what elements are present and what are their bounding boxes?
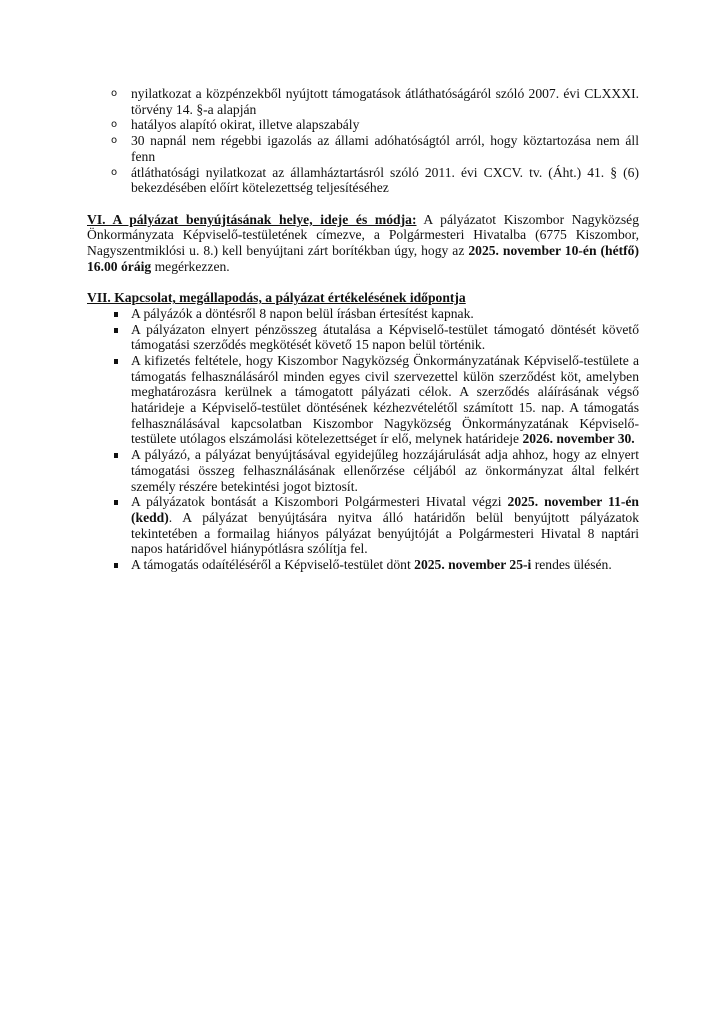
list-item-text: 30 napnál nem régebbi igazolás az állami adóhatóságtól arról, hogy köztartozása nem áll fenn [131,133,639,164]
circle-bullet-icon: o [111,119,118,131]
circle-bullet-icon: o [111,166,118,178]
list-item-text: nyilatkozat a közpénzekből nyújtott támogatások átláthatóságáról szóló 2007. évi CLXXXI. törvény 14. §-a alapján [131,86,639,117]
item-text-1: A pályázó, a pályázat benyújtásával egyidejűleg hozzájárulását adja ahhoz, hogy az elnyert támogatási összeg felhasználásának ellenőrzése céljából az önkormányzat által felkért személy részére betekintési jogot biztosít. [131,447,639,494]
list-item [87,494,639,557]
item-text-2: . A pályázat benyújtására nyitva álló határidőn belül benyújtott pályázatok tekintetében a formailag hiányos pályázat benyújtóját a Polgármesteri Hivatal 8 naptári napos határidővel hiánypótlásra szólítja fel. [131,509,639,557]
section-vi-heading: VI. A pályázat benyújtásának helye, ideje és módja: [87,211,417,227]
circle-bullet-icon: o [111,88,118,99]
item-text-2: rendes ülésén. [531,557,612,573]
section-vi-text-2: megérkezzen. [151,258,230,274]
list-item-text: átláthatósági nyilatkozat az államháztartásról szóló 2011. évi CXCV. tv. (Áht.) 41. § (6) bekezdésében előírt kötelezettség teljesítéséhez [131,164,639,196]
document-page [87,86,639,573]
square-bullet-icon [114,312,118,317]
item-bold: 2025. november 11-én (kedd) [131,494,639,525]
section-vii-list [87,306,639,573]
square-bullet-icon [114,500,118,505]
list-item [87,133,639,164]
list-item [87,86,639,117]
section-vi-paragraph [87,212,639,275]
list-item [87,165,639,196]
square-bullet-icon [114,453,118,458]
required-documents-list [87,86,639,196]
item-text-1: A kifizetés feltétele, hogy Kiszombor Nagyközség Önkormányzatának Képviselő-testülete a támogatás felhasználásáról minden egyes civil szervezettel külön szerződést köt, amelyben meghatározásra kerülnek a támogatott pályázati célok. A szerződés aláírásának végső határideje a Képviselő-testület döntésének kézhezvételétől számított 15. nap. A támogatás felhasználásával kapcsolatban Kiszombor Nagyközség Önkormányzatának Képviselő-testülete utólagos elszámolási kötelezettséget ír elő, melynek határideje [131,352,639,447]
section-vii-heading: VII. Kapcsolat, megállapodás, a pályázat értékelésének időpontja [87,290,466,306]
list-item [87,117,639,133]
section-vi-deadline: 2025. november 10-én (hétfő) 16.00 óráig [87,243,640,274]
item-text-1: A pályázatok bontását a Kiszombori Polgármesteri Hivatal végzi [131,494,508,510]
section-vi-text-1: A pályázatot Kiszombor Nagyközség Önkormányzata Képviselő-testületének címezve, a Polgármesteri Hivatalba (6775 Kiszombor, Nagyszentmiklósi u. 8.) kell benyújtani zárt borítékban úgy, hogy az [87,211,639,259]
list-item [87,447,639,494]
item-bold: 2025. november 25-i [414,557,532,573]
square-bullet-icon [114,359,118,364]
square-bullet-icon [114,563,118,568]
item-bold: 2026. november 30. [522,431,635,447]
list-item-text: hatályos alapító okirat, illetve alapszabály [131,117,360,133]
list-item [87,353,639,447]
list-item [87,322,639,353]
circle-bullet-icon: o [111,135,118,147]
item-text-1: A támogatás odaítéléséről a Képviselő-testület dönt [131,557,415,573]
list-item [87,306,639,322]
item-text-1: A pályázaton elnyert pénzösszeg átutalása a Képviselő-testület támogató döntését követő támogatási szerződés megkötését követő 15 napon belül történik. [131,321,639,353]
list-item [87,557,639,573]
item-text-1: A pályázók a döntésről 8 napon belül írásban értesítést kapnak. [131,305,474,321]
square-bullet-icon [114,328,118,333]
